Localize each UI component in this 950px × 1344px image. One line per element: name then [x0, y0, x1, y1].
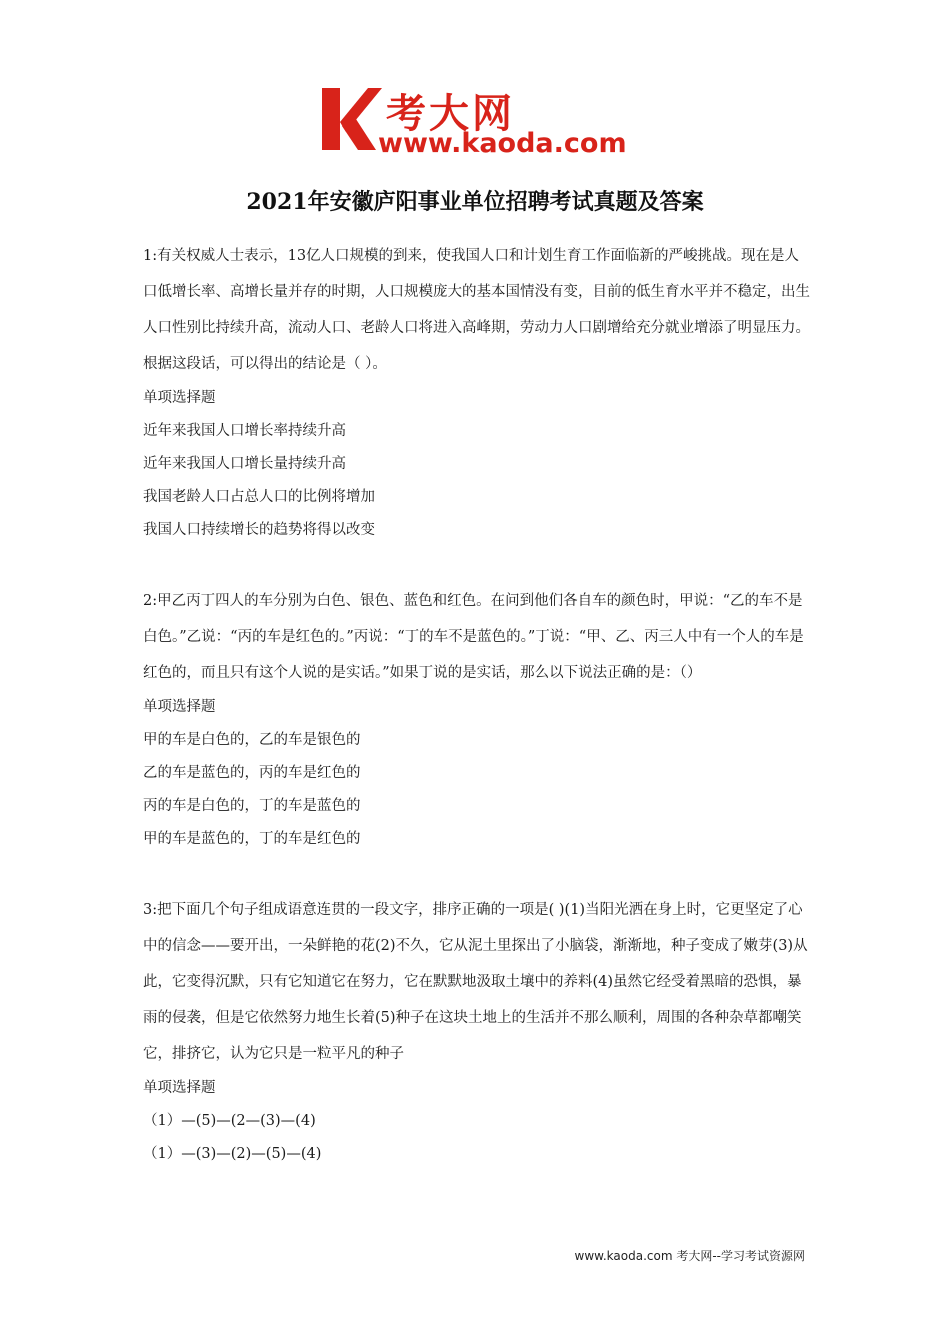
- answer-option: 我国老龄人口占总人口的比例将增加: [143, 489, 375, 505]
- page-footer: www.kaoda.com 考大网--学习考试资源网: [574, 1249, 805, 1263]
- site-logo: [320, 82, 640, 162]
- answer-option: （1）—(5)—(2—(3)—(4): [143, 1113, 316, 1129]
- question-2: [143, 583, 811, 856]
- answer-option: 近年来我国人口增长率持续升高: [143, 423, 346, 439]
- answer-option: 近年来我国人口增长量持续升高: [143, 456, 346, 472]
- logo-brand-text: 考大网: [386, 91, 515, 137]
- page-title: 2021年安徽庐阳事业单位招聘考试真题及答案: [246, 189, 704, 215]
- answer-option: 甲的车是蓝色的，丁的车是红色的: [143, 831, 361, 847]
- answer-option: 我国人口持续增长的趋势将得以改变: [143, 522, 375, 538]
- question-3: [143, 892, 811, 1171]
- question-type: 单项选择题: [143, 1080, 216, 1096]
- answer-option: 乙的车是蓝色的，丙的车是红色的: [143, 765, 361, 781]
- logo-url-text: www.kaoda.com: [378, 128, 627, 159]
- question-1: [143, 238, 811, 547]
- document-body: [143, 238, 811, 1171]
- question-type: 单项选择题: [143, 699, 216, 715]
- k-logo-icon: [320, 86, 382, 152]
- question-type: 单项选择题: [143, 390, 216, 406]
- answer-option: 丙的车是白色的，丁的车是蓝色的: [143, 798, 361, 814]
- question-text: 3:把下面几个句子组成语意连贯的一段文字，排序正确的一项是( )(1)当阳光洒在身上时，它更坚定了心中的信念——要开出，一朵鲜艳的花(2)不久，它从泥土里探出了小脑袋，渐渐地，种子变成了嫩芽(3)从此，它变得沉默，只有它知道它在努力，它在默默地汲取土壤中的养料(4)虽然它经受着黑暗的恐惧，暴雨的侵袭，但是它依然努力地生长着(5)种子在这块土地上的生活并不那么顺利，周围的各种杂草都嘲笑它，排挤它，认为它只是一粒平凡的种子: [143, 902, 808, 1062]
- spacer: [143, 856, 811, 892]
- answer-option: 甲的车是白色的，乙的车是银色的: [143, 732, 361, 748]
- spacer: [143, 547, 811, 583]
- question-text: 2:甲乙丙丁四人的车分别为白色、银色、蓝色和红色。在问到他们各自车的颜色时，甲说：“乙的车不是白色。”乙说：“丙的车是红色的。”丙说：“丁的车不是蓝色的。”丁说：“甲、乙、丙三人中有一个人的车是红色的，而且只有这个人说的是实话。”如果丁说的是实话，那么以下说法正确的是：（）: [143, 593, 804, 681]
- question-text: 1:有关权威人士表示，13亿人口规模的到来，使我国人口和计划生育工作面临新的严峻挑战。现在是人口低增长率、高增长量并存的时期，人口规模庞大的基本国情没有变，目前的低生育水平并不稳定，出生人口性别比持续升高，流动人口、老龄人口将进入高峰期，劳动力人口剧增给充分就业增添了明显压力。根据这段话，可以得出的结论是（ ）。: [143, 248, 810, 372]
- answer-option: （1）—(3)—(2)—(5)—(4): [143, 1146, 322, 1162]
